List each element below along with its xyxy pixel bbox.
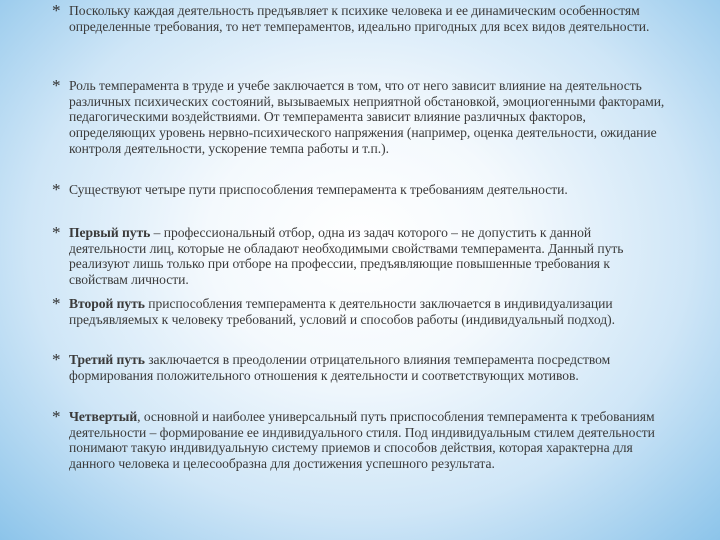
bullet-star-icon: *	[52, 1, 61, 20]
bullet-star-icon: *	[52, 407, 61, 426]
bullet-text: – профессиональный отбор, одна из задач которого – не допустить к данной деятельности лиц, которые не обладают необходимыми свойствами темперамента. Данный путь реализуют лишь только при отборе на профессии, предъявляющие повышенные требования к свойствам личности.	[69, 225, 624, 288]
bullet-star-icon: *	[52, 294, 61, 313]
bullet-item-6	[50, 352, 669, 383]
bullet-star-icon: *	[52, 223, 61, 242]
bullet-item-2	[50, 78, 669, 157]
bullet-text: Роль темперамента в труде и учебе заключается в том, что от него зависит влияние на деятельность различных психических состояний, вызываемых неприятной обстановкой, эмоциогенными факторами, педагогическими воздействиями. От темперамента зависит влияние различных факторов, определяющих уровень нервно-психического напряжения (например, оценка деятельности, ожидание контроля деятельности, ускорение темпа работы и т.п.).	[69, 78, 665, 156]
bullet-text: заключается в преодолении отрицательного влияния темперамента посредством формирования положительного отношения к деятельности и соответствующих мотивов.	[69, 352, 611, 383]
bullet-item-5	[50, 296, 669, 327]
bullet-item-3	[50, 182, 669, 198]
bullet-bold-text: Второй путь	[69, 296, 145, 311]
bullet-star-icon: *	[52, 180, 61, 199]
bullet-item-7	[50, 409, 669, 472]
bullet-bold-text: Четвертый	[69, 409, 138, 424]
bullet-text: , основной и наиболее универсальный путь приспособления темперамента к требованиям деятельности – формирование ее индивидуального стиля. Под индивидуальным стилем деятельности понимают такую индивидуальную систему приемов и способов действия, которая характерна для данного человека и целесообразна для достижения успешного результата.	[69, 409, 655, 472]
bullet-bold-text: Первый путь	[69, 225, 151, 240]
bullet-text: Поскольку каждая деятельность предъявляет к психике человека и ее динамическим особенностям определенные требования, то нет темпераментов, идеально пригодных для всех видов деятельности.	[69, 3, 650, 34]
bullet-text: приспособления темперамента к деятельности заключается в индивидуализации предъявляемых к человеку требований, условий и способов работы (индивидуальный подход).	[69, 296, 615, 327]
bullet-bold-text: Третий путь	[69, 352, 145, 367]
bullet-star-icon: *	[52, 76, 61, 95]
bullet-star-icon: *	[52, 350, 61, 369]
bullet-item-4	[50, 225, 669, 288]
bullet-item-1	[50, 3, 669, 34]
bullet-text: Существуют четыре пути приспособления темперамента к требованиям деятельности.	[69, 182, 568, 197]
